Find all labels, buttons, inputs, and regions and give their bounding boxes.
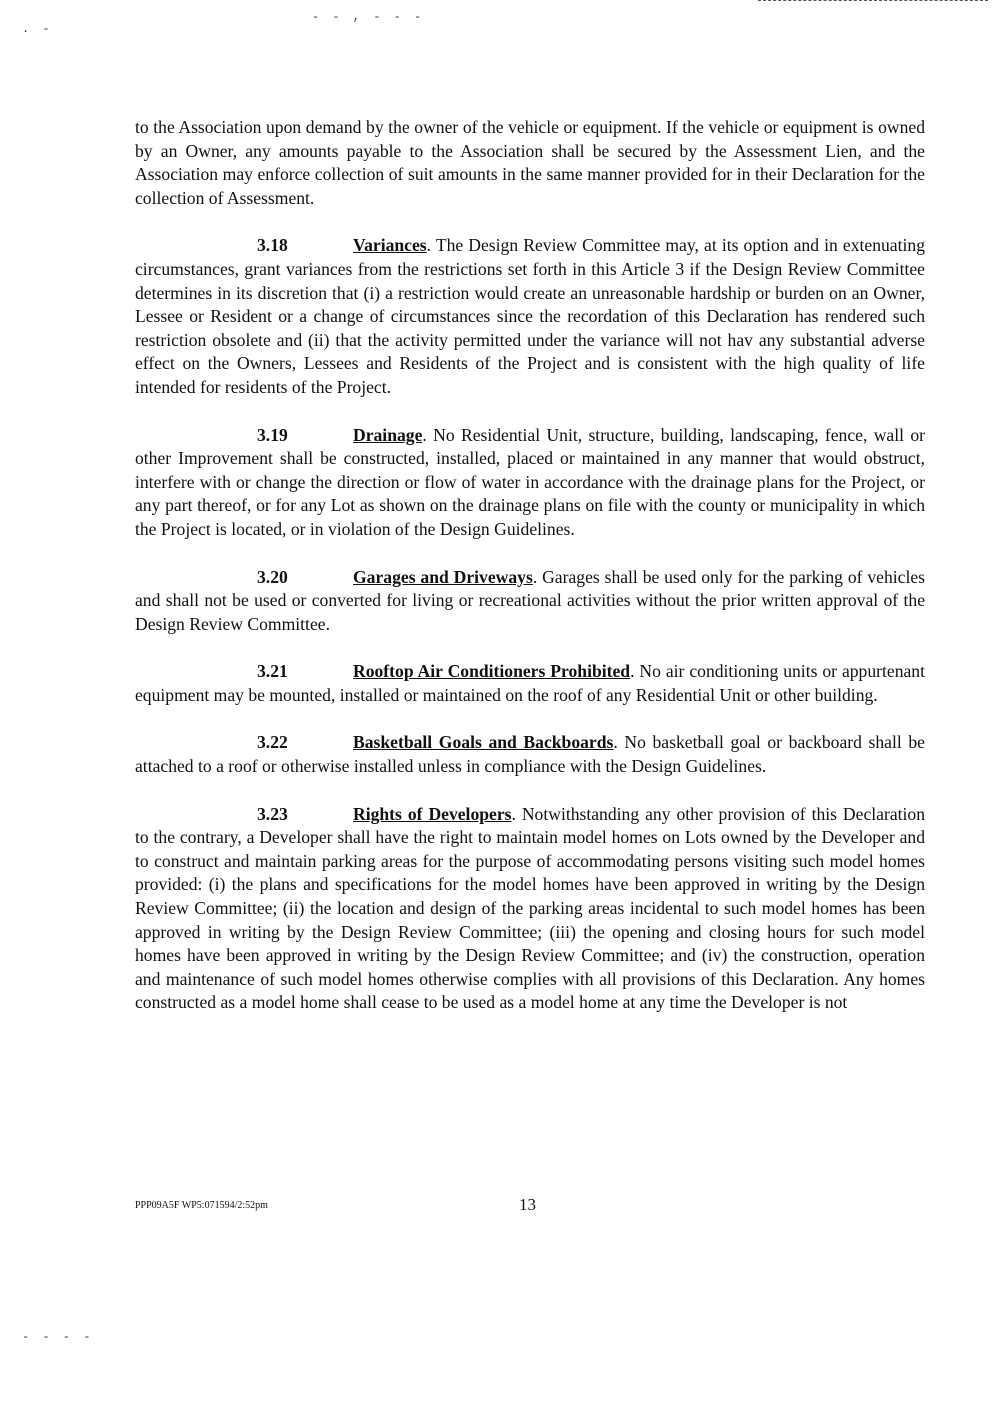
section-number: 3.23	[257, 803, 288, 824]
section-3-18	[135, 234, 925, 399]
section-3-20	[135, 566, 925, 637]
section-3-19	[135, 424, 925, 542]
section-title: Garages and Driveways	[353, 566, 533, 587]
section-title: Rooftop Air Conditioners Prohibited	[353, 661, 631, 682]
section-text: . No air conditioning units or appurtenant equipment may be mounted, installed or maintained on the roof of any Residential Unit or other building.	[135, 661, 925, 705]
intro-paragraph: to the Association upon demand by the owner of the vehicle or equipment. If the vehicle or equipment is owned by an Owner, any amounts payable to the Association shall be secured by the Assessment Lien, and the Association may enforce collection of suit amounts in the same manner provided for in their Declaration for the collection of Assessment.	[135, 117, 925, 208]
scan-artifact-top-left: . -	[22, 22, 53, 36]
section-text: . No basketball goal or backboard shall be attached to a roof or otherwise installed unless in compliance with the Design Guidelines.	[135, 732, 925, 777]
scan-artifact-top-center: - - , - - -	[312, 10, 425, 24]
section-3-23	[135, 803, 925, 1015]
footer-doc-code: PPP09A5F WP5:071594/2:52pm	[135, 1200, 268, 1211]
document-body	[135, 116, 925, 1039]
section-number: 3.22	[257, 732, 288, 753]
section-title: Basketball Goals and Backboards	[353, 732, 614, 753]
section-number: 3.18	[257, 235, 288, 256]
section-number: 3.19	[257, 424, 288, 445]
scan-artifact-top-rule	[758, 0, 988, 1]
scan-artifact-bottom-left: - - - -	[22, 1330, 94, 1344]
page-number: 13	[519, 1195, 536, 1214]
section-3-22	[135, 731, 925, 778]
section-number: 3.21	[257, 661, 288, 682]
section-title: Drainage	[353, 424, 423, 445]
section-title: Variances	[353, 235, 427, 256]
section-text: . No Residential Unit, structure, building, landscaping, fence, wall or other Improvement shall be constructed, installed, placed or maintained in any manner that would obstruct, interfere with or change the direction or flow of water in accordance with the drainage plans for the Project, or any part thereof, or for any Lot as shown on the drainage plans on file with the county or municipality in which the Project is located, or in violation of the Design Guidelines.	[135, 424, 925, 539]
section-text: . The Design Review Committee may, at its option and in extenuating circumstances, grant variances from the restrictions set forth in this Article 3 if the Design Review Committee determines in its discretion that (i) a restriction would create an unreasonable hardship or burden on an Owner, Lessee or Resident or a change of circumstances since the recordation of this Declaration has rendered such restriction obsolete and (ii) that the activity permitted under the variance will not hav any substantial adverse effect on the Owners, Lessees and Residents of the Project and is consistent with the high quality of life intended for residents of the Project.	[135, 235, 925, 397]
section-text: . Garages shall be used only for the parking of vehicles and shall not be used or converted for living or recreational activities without the prior written approval of the Design Review Committee.	[135, 566, 925, 634]
section-text: . Notwithstanding any other provision of this Declaration to the contrary, a Developer shall have the right to maintain model homes on Lots owned by the Developer and to construct and maintain parking areas for the purpose of accommodating persons visiting such model homes provided: (i) the plans and specifications for the model homes have been approved in writing by the Design Review Committee; (ii) the location and design of the parking areas incidental to such model homes has been approved in writing by the Design Review Committee; (iii) the opening and closing hours for such model homes have been approved in writing by the Design Review Committee; and (iv) the construction, operation and maintenance of such model homes otherwise complies with all provisions of this Declaration. Any homes constructed as a model home shall cease to be used as a model home at any time the Developer is not	[135, 803, 925, 1013]
section-3-21	[135, 660, 925, 707]
section-title: Rights of Developers	[353, 803, 512, 824]
section-number: 3.20	[257, 566, 288, 587]
